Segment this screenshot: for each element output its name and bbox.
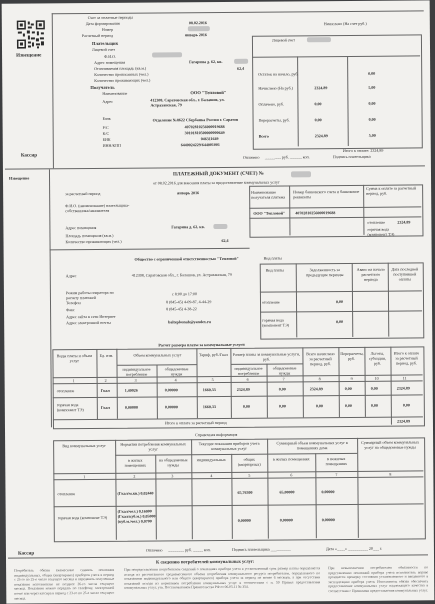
ks: 30101810500000000649 (184, 129, 225, 136)
calc-num-4: 4 (174, 377, 177, 383)
balance-row-2-b: 0,00 (368, 100, 376, 106)
doc-subtitle: от 08.02.2016 для внесения платы за предоставление коммунальных услуг (153, 179, 280, 186)
org-hours: с 8:00 до 17:00 (171, 291, 198, 297)
balance-row-3-b: 0,00 (368, 116, 376, 122)
notice-title: К сведению потребителей коммунальных услуг: (156, 558, 255, 565)
calc-row-0-v2: 0,00000 (164, 387, 178, 393)
debt-h1: Вид платы (265, 267, 284, 273)
payer-label: Плательщик (91, 40, 119, 46)
area-label: Отапливаемая площадь (кв.м.) (94, 65, 147, 71)
bank-label: Банк (102, 115, 111, 121)
inn-label: ИНН/КПП (102, 142, 122, 148)
calc-row-0-name: отопление (56, 388, 75, 394)
pos-label: Лицевой счет (271, 37, 295, 43)
ref-sub4: в жилых помещениях (272, 456, 310, 462)
balance-row-1-label: Начислено (На руб.) (258, 85, 293, 91)
recipient-name-label: Наименование (102, 90, 128, 96)
balance-row-4-label: Всего (258, 133, 269, 139)
calc-row-0-pay: 2324,89 (396, 385, 410, 391)
doc-area-label: Площадь помещения (кв.м.) (65, 232, 114, 239)
ref-row-1-res: 0,00000 (279, 517, 293, 523)
calc-num-11: 11 (402, 375, 407, 381)
ks-label: К/С (102, 130, 110, 136)
doc-address-label: Адрес помещения (65, 224, 97, 231)
calc-num-9: 9 (350, 375, 353, 381)
calc-row-1-v1: 0,00000 (124, 404, 138, 410)
calc-row-1-pay: 0,00 (402, 402, 410, 408)
ref-h1: Норматив потребления коммунальных услуг (120, 441, 186, 452)
notice-col-1: Потребитель обязан ежемесячно снимать показания индивидуальных, общих (квартирных) приборов учета в период с 23-го по 25-е число текущего месяца и передавать полученные показания исполнителю не позднее 26-го числа текущего месяца. Показания можно передать по телефону, электронной почте или через кассира в период с 23-го по 25-е число текущего месяца. (14, 567, 115, 601)
ref-num-1: 1 (83, 474, 86, 480)
calc-num-3: 3 (134, 377, 137, 383)
notice-col-3: При невыполнении потребителем обязанности по представлению показаний прибора учета исполнитель вправе произвести проверку состояния установленного и введенного в эксплуатацию прибора учета. Исполнитель обязан обеспечить предоставление коммунальных услуг надлежащего качества в соответствии с Правилами предоставления коммунальных услуг. (328, 565, 429, 594)
ref-num-5: 5 (248, 472, 251, 478)
calc-num-1: 1 (72, 378, 75, 384)
calc-row-1-p1: 0,00 (242, 403, 250, 409)
area-value: 62,4 (237, 65, 245, 71)
pay-line-value: ________ руб. _____ коп. (167, 547, 211, 553)
formation-date-label: Дата формирования (85, 20, 120, 27)
payment-blank-top: ________ руб. ______ коп. (264, 154, 310, 160)
debt-h2: Задолженность за предыдущие периоды (306, 267, 344, 278)
ref-h4: Суммарный объем коммунальных услуг на общедомовые нужды (361, 439, 420, 450)
doc-area: 62,4 (221, 237, 229, 243)
ref-row-0-res: 65,00000 (279, 489, 295, 495)
doc-account: 40702810256000019688 (295, 210, 336, 216)
ref-sub0: в жилых помещениях (124, 457, 146, 468)
ref-title: Справочная информация (195, 431, 238, 438)
calc-sub1: общедомовые нужды (164, 366, 189, 377)
address-short: Гагарина д. 62, кв. (189, 58, 223, 65)
org-address-label: Адрес (65, 273, 77, 279)
ref-h3: Суммарный объем коммунальных услуг в помещениях дома (276, 439, 348, 451)
address-label: Адрес помещения (94, 59, 126, 65)
doc-period: январь 2016 (177, 190, 200, 196)
ref-row-0-nonres: 0,00000 (321, 489, 335, 495)
ref-h2: Текущие показания приборов учета коммунальных услуг (198, 440, 260, 452)
period: январь 2016 (184, 32, 207, 38)
calc-sub2: индивидуальное потребление (234, 365, 263, 376)
calc-row-1-benefit: 0,00 (370, 402, 378, 408)
balance-row-0-label: Остаток на начало, руб. (258, 71, 299, 77)
calc-sub0: индивидуальное потребление (122, 366, 151, 377)
payment-label-top: Оплачено (242, 154, 260, 160)
doc-period-label: за расчетный период (65, 190, 101, 197)
ref-row-0-common: 65,76300 (237, 489, 253, 495)
calc-row-0-tariff: 1660,33 (202, 387, 216, 393)
calc-row-1-total: 0,00 (315, 403, 323, 409)
signature-label-top: Подпись плательщика (332, 153, 371, 160)
calc-num-10: 10 (374, 375, 379, 381)
cashier-label-2: Кассир (17, 551, 35, 557)
ref-sub1: на общедомовые нужды (158, 457, 188, 468)
calc-h3: Тариф, руб./Гкал (198, 351, 228, 358)
calc-num-2: 2 (104, 377, 107, 383)
ref-sub3: общих (квартирных) (237, 456, 261, 467)
calc-h1: Ед. изм. (99, 352, 114, 358)
balance-row-4-a: 2324,89 (314, 133, 328, 139)
debt-h4: Дата последней поступившей оплаты (391, 266, 419, 282)
bank: Отделение №8622 Сбербанка России г. Саратов (152, 116, 239, 123)
ref-num-7: 7 (335, 472, 338, 478)
residents-label: Количество проживающих (чел.) (94, 77, 151, 83)
fio-label: Ф.И.О. (104, 53, 117, 59)
notice-col-2: При непредставлении потребителем сведений о показаниях прибора учета в установленный срок размер платы определяется исходя из рассчитанного среднемесячного объема потребления коммунального ресурса потребителем, определенного по показаниям индивидуального или общего (квартирного) прибора учета за период не менее 6 месяцев, а при отсутствии показаний исходя из нормативов потребления коммунальных услуг в соответствии с п. 59 Правил предоставления коммунальных услуг, утв. Постановлением Правительства РФ от 06.05.11 № 354. (124, 566, 321, 591)
ref-sub5: в нежилых помещениях (325, 456, 347, 467)
org-title: Общество с ограниченной ответственностью "Тепловой" (134, 255, 239, 262)
notice-label: Извещение (16, 53, 42, 59)
ref-num-6: 6 (290, 472, 293, 478)
calc-footer-label: Итого к оплате за расчетный период (164, 419, 227, 426)
balance-row-1-a: 2324,89 (314, 85, 328, 91)
ref-row-1-norm: (Гкал/чел.) 0,16000 (Гкал/куб.м.) 0,05000 (куб.м./чел.) 0,0700 (117, 508, 156, 524)
bik: 046311649 (200, 135, 219, 142)
recipient-name: ООО "Тепловой" (190, 89, 227, 96)
org-hours-label: Режим работы оператора по расчету платежей (65, 289, 114, 301)
doc-residents-label: Количество проживающих (чел.) (65, 238, 122, 245)
doc-fio: Ф.И.О. (наименование) плательщика-собственника/нанимателя (65, 202, 130, 214)
personal-account-label: Лицевой счет (91, 46, 116, 52)
calc-row-1-unit: Гкал (100, 404, 110, 410)
inn: 6440024229/644001001 (180, 141, 220, 148)
calc-sub3: общедомовые нужды (272, 365, 297, 376)
cashier-label: Кассир (20, 153, 38, 159)
calc-h5: Всего начислено за расчетный период, руб. (306, 351, 335, 367)
pay-line-label: Оплачено (145, 547, 163, 553)
balance-row-3-label: Перерасчеты, руб. (258, 117, 290, 123)
formation-date: 08.02.2016 (188, 20, 207, 26)
incl-label: Итого к оплате: 2324,89 (342, 147, 384, 154)
balance-row-4-b: 5,00 (368, 132, 376, 138)
balance-row-2-label: Оплачено, руб. (258, 101, 284, 107)
debt-row-0-debt: 0,00 (335, 299, 344, 305)
doc-recipient-name: ООО "Тепловой" (253, 210, 286, 216)
account-label: Счет за оплатные периоды (87, 14, 134, 21)
doc-row-0-sum: 2324,89 (397, 219, 411, 225)
pay-line-signature: Подпись плательщика __________ (231, 546, 291, 552)
debt-row-1-name: горячая вода (компонент ТЭ) (262, 317, 290, 328)
ref-row-1-nonres: 0,00000 (321, 517, 335, 523)
debt-caption: Вид платы (263, 255, 282, 261)
ref-num-8: 8 (389, 471, 392, 477)
recipient-label: Получатель (90, 84, 115, 90)
ref-sub2: индивидуальных (196, 456, 226, 463)
doc-title: ПЛАТЕЖНЫЙ ДОКУМЕНТ (СЧЕТ) № (172, 171, 264, 178)
calc-row-1-p2: 0,00 (278, 403, 286, 409)
ref-num-4: 4 (210, 473, 213, 479)
calc-footer-value: 2324,89 (396, 418, 410, 424)
debt-row-0-name: отопление (261, 299, 280, 305)
balance-row-3-a: 0,00 (314, 117, 322, 123)
calc-h6: Перерасчеты, руб. (340, 350, 364, 361)
calc-h4: Размер платы за коммунальные услуги, руб. (232, 351, 300, 362)
period-label: Расчетный период (81, 32, 114, 39)
calc-row-1-recalc: 0,00 (344, 402, 352, 409)
calc-num-7: 7 (282, 376, 285, 382)
qr-code (16, 19, 46, 49)
ref-num-3: 3 (171, 473, 174, 479)
calc-row-0-p1: 2324,89 (236, 386, 250, 392)
org-fax-label: Факс (66, 307, 75, 313)
org-fax: 8 (845-45) 4-38-22 (166, 306, 197, 312)
recipient-address: 412308, Саратовская обл., г. Балашов, ул. Астраханская, 79 (150, 96, 225, 108)
recipient-block-label: Наименование получателя платежа (251, 189, 286, 200)
calc-h8: Итого к оплате за расчетный период, руб. (393, 350, 420, 366)
balance-row-2-a: 0,00 (314, 101, 322, 107)
payment-document-sheet (2, 0, 435, 603)
calc-num-6: 6 (246, 376, 249, 382)
calc-row-0-total: 2324,89 (309, 386, 323, 392)
doc-row-1-name: горячая вода (компонент ТЭ) (367, 226, 395, 237)
doc-row-0-name: отопление (367, 219, 386, 225)
ref-h0: Вид коммунальных услуг (62, 442, 106, 449)
number-label: Номер (101, 26, 113, 32)
balance-row-1-b: 5,00 (368, 84, 376, 90)
org-phone: 8 (845-45) 4-09-87, 4-44-29 (165, 299, 212, 305)
calc-row-1-tariff: 1660,33 (202, 404, 216, 410)
ref-row-1-common: 0,00000 (237, 517, 251, 523)
bik-label: БИК (102, 136, 111, 142)
doc-address: Гагарина д. 62, кв. (171, 224, 205, 230)
calc-row-0-p2: 0,00 (278, 386, 286, 392)
rs: 40702810256000019688 (184, 123, 225, 130)
ref-row-1-name: горячая вода (компонент ТЭ) (57, 514, 108, 521)
ref-row-0-norm: (Гкал/м.кв.) 0,02440 (117, 490, 154, 496)
accrued-label: Начислено (На счет руб.) (323, 20, 367, 27)
recipient-col-label: Номер банковского счета и банковские реквизиты (293, 188, 360, 200)
registered-label: Количество прописанных (чел.) (94, 71, 149, 77)
org-address: 412308, Саратовская обл., г. Балашов, ул. Астраханская, 79 (131, 271, 232, 278)
calc-h2: Объем коммунальных услуг (133, 352, 182, 358)
notice-label-2: Извещение (9, 175, 30, 181)
calc-row-1-v2: 0,00000 (164, 404, 178, 410)
balance-row-0-b: 0,00 (368, 70, 376, 76)
calc-h7: Льготы, субсидии, руб. (368, 350, 386, 366)
calc-title: Расчет размера платы за коммунальные услуги (158, 341, 245, 348)
calc-row-0-v1: 1,40026 (124, 387, 138, 393)
pay-line-date: Дата «____» __________ 20___ г. (325, 545, 383, 552)
org-email: balteplosnab@yandex.ru (168, 319, 211, 325)
ref-num-2: 2 (133, 473, 136, 479)
calc-row-0-recalc: 0,00 (344, 385, 352, 392)
debt-h3: Аванс на начало расчетного периода (356, 266, 385, 282)
calc-h0: Виды платы и объем услуг (56, 352, 93, 364)
sum-label: Сумма к оплате за расчетный период, руб. (366, 185, 417, 196)
rs-label: Р/С (102, 124, 109, 130)
org-phone-label: Телефон (65, 300, 81, 306)
org-site-label: Адрес сайта в сети Интернет (66, 313, 116, 320)
ref-row-0-name: отопление (57, 491, 76, 497)
debt-row-1-debt: 0,00 (336, 319, 344, 325)
calc-num-5: 5 (211, 377, 214, 383)
calc-num-8: 8 (318, 376, 321, 382)
calc-row-0-unit: Гкал (100, 387, 110, 393)
address-label-2: Адрес (102, 98, 114, 104)
calc-row-1-name: горячая вода (компонент ТЭ) (56, 402, 84, 413)
calc-row-0-benefit: 0,00 (370, 385, 378, 391)
org-email-label: Адрес электронной почты (66, 319, 111, 326)
